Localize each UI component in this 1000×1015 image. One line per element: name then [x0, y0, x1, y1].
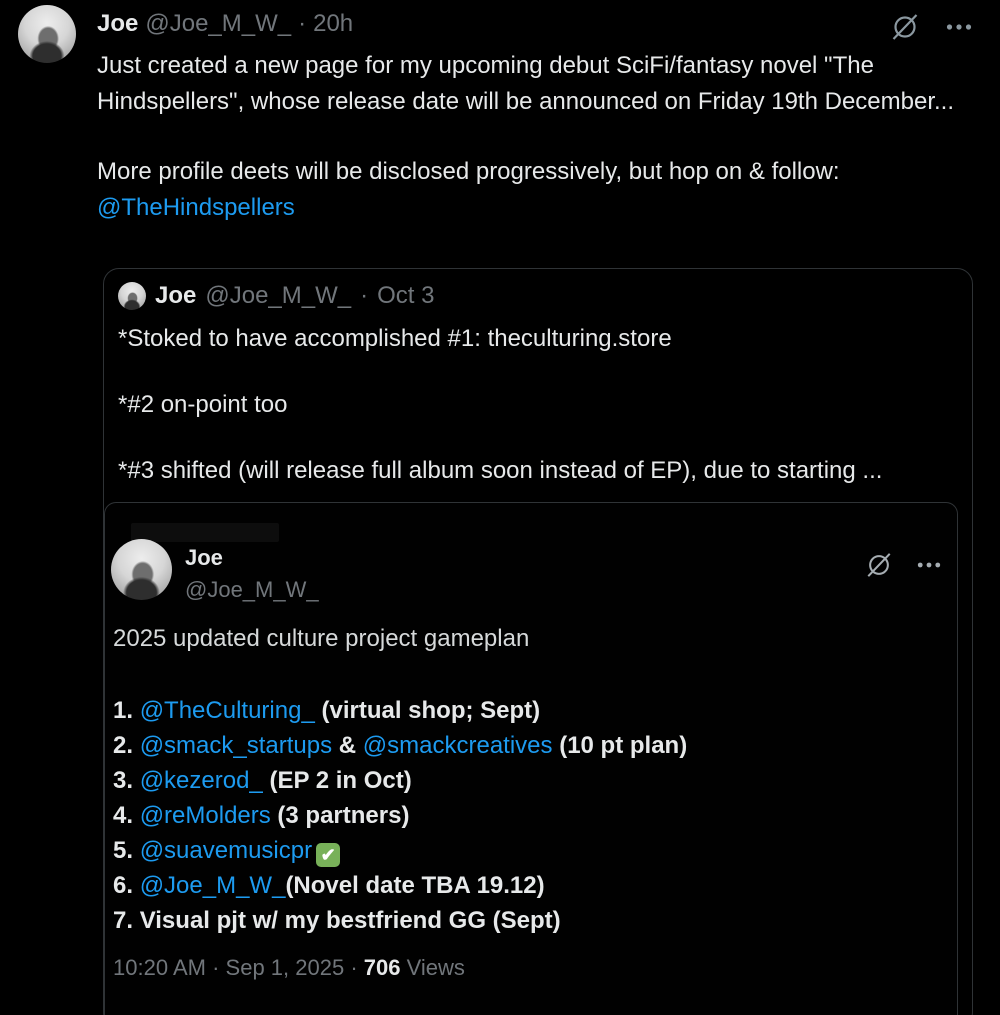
- list-number: 3.: [113, 767, 140, 794]
- tweet-timestamp[interactable]: Oct 3: [377, 282, 435, 309]
- list-text: (Novel date TBA 19.12): [285, 872, 545, 899]
- avatar: [111, 539, 172, 600]
- avatar[interactable]: [118, 282, 146, 310]
- list-number: 2.: [113, 732, 140, 759]
- mention-link[interactable]: @TheHindspellers: [97, 194, 295, 221]
- post-date: Sep 1, 2025: [225, 955, 345, 980]
- list-item: [113, 833, 687, 868]
- mention-link[interactable]: @smack_startups: [139, 732, 333, 759]
- author-handle: @Joe_M_W_: [185, 577, 319, 602]
- author-name[interactable]: Joe: [155, 282, 197, 309]
- redacted-bar: [131, 523, 279, 542]
- tweet-header: [97, 10, 967, 38]
- tweet-paragraph: *Stoked to have accomplished #1: theculturing.store: [118, 325, 672, 352]
- grok-actions-icon: [865, 551, 893, 579]
- quoted-tweet-header: [118, 282, 958, 310]
- post-time: 10:20 AM: [113, 955, 206, 980]
- list-text: (EP 2 in Oct): [262, 767, 412, 794]
- list-number: 7.: [113, 907, 140, 934]
- mention-link[interactable]: @smackcreatives: [362, 732, 553, 759]
- dot-separator: ·: [212, 955, 220, 980]
- list-text: Visual pjt w/ my bestfriend GG (Sept): [139, 907, 561, 934]
- author-handle[interactable]: @Joe_M_W_: [145, 10, 292, 37]
- tweet-footer: [113, 955, 465, 981]
- gameplan-list: [113, 693, 687, 938]
- mention-link[interactable]: @suavemusicpr: [139, 837, 313, 864]
- list-item: [113, 693, 687, 728]
- list-item: [113, 868, 687, 903]
- list-number: 4.: [113, 802, 140, 829]
- list-text: &: [332, 732, 363, 759]
- list-text: (10 pt plan): [552, 732, 688, 759]
- author-name[interactable]: Joe: [97, 10, 139, 37]
- list-number: 6.: [113, 872, 140, 899]
- dot-separator: ·: [350, 955, 358, 980]
- mention-link[interactable]: @reMolders: [139, 802, 271, 829]
- list-item: [113, 763, 687, 798]
- list-number: 1.: [113, 697, 140, 724]
- more-menu-icon: [917, 561, 941, 569]
- gameplan-title: 2025 updated culture project gameplan: [113, 625, 530, 652]
- list-item: [113, 798, 687, 833]
- list-item: [113, 728, 687, 763]
- author-handle[interactable]: @Joe_M_W_: [205, 282, 352, 309]
- list-item: [113, 903, 687, 938]
- list-text: (3 partners): [270, 802, 410, 829]
- mention-link[interactable]: @TheCulturing_: [139, 697, 315, 724]
- tweet-paragraph: Just created a new page for my upcoming debut SciFi/fantasy novel "The Hindspellers", whose release date will be announced on Friday 19th December...: [97, 52, 955, 115]
- list-text: (virtual shop; Sept): [314, 697, 541, 724]
- mention-link[interactable]: @Joe_M_W_: [139, 872, 286, 899]
- tweet-paragraph: More profile deets will be disclosed progressively, but hop on & follow:: [97, 158, 840, 185]
- avatar[interactable]: [18, 5, 76, 63]
- views-label: Views: [406, 955, 465, 980]
- tweet-body: [97, 48, 967, 226]
- quoted-tweet-body: [118, 324, 958, 486]
- tweet-timestamp[interactable]: 20h: [313, 10, 354, 37]
- embedded-tweet-screenshot[interactable]: [104, 502, 958, 1015]
- dot-separator: ·: [360, 282, 369, 309]
- author-name: Joe: [185, 545, 223, 570]
- mention-link[interactable]: @kezerod_: [139, 767, 263, 794]
- list-number: 5.: [113, 837, 140, 864]
- tweet-paragraph: *#2 on-point too: [118, 391, 288, 418]
- dot-separator: ·: [298, 10, 307, 37]
- tweet-paragraph: *#3 shifted (will release full album soon instead of EP), due to starting ...: [118, 457, 883, 484]
- check-emoji: ✔: [316, 843, 340, 867]
- quoted-tweet-card[interactable]: [103, 268, 973, 1015]
- views-count: 706: [363, 955, 401, 980]
